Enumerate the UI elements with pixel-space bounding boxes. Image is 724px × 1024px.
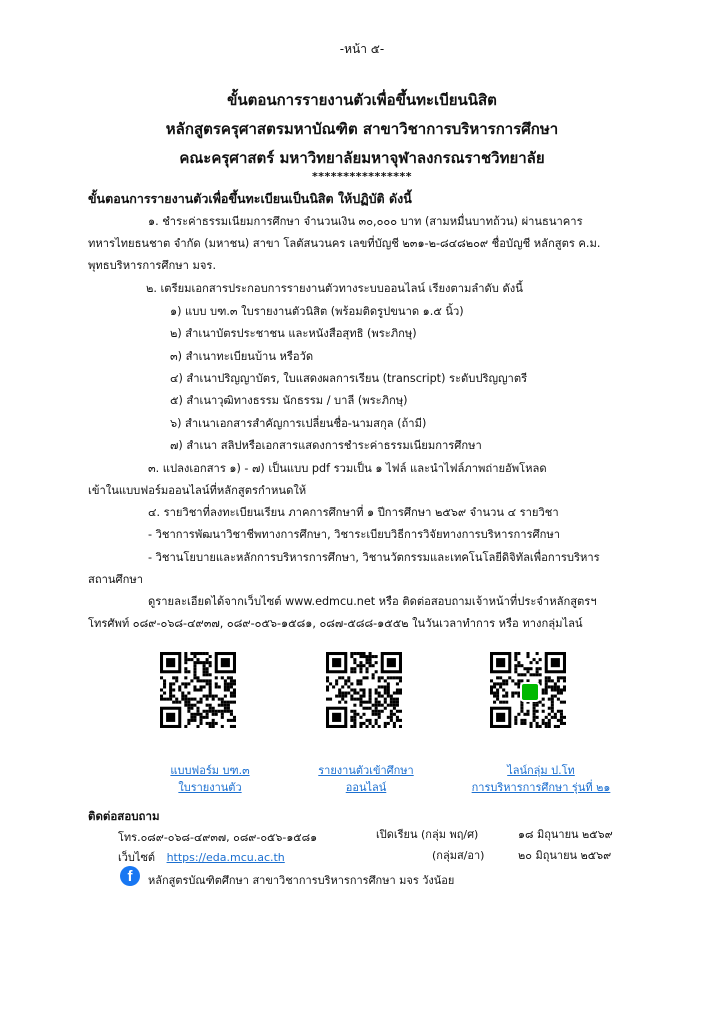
schedule-date-2: ๒๐ มิถุนายน ๒๕๖๙ — [518, 849, 612, 862]
qr-code-icon[interactable] — [326, 652, 402, 728]
qr-label-line-1: แบบฟอร์ม บฑ.๓ — [170, 764, 250, 777]
qr-label-line-2: การบริหารการศึกษา รุ่นที่ ๒๑ — [471, 781, 611, 794]
contact-phone: โทร.๐๘๙-๐๖๘-๔๙๓๗, ๐๘๙-๐๕๖-๑๕๘๑ — [118, 831, 318, 844]
title-line-2: หลักสูตรครุศาสตรมหาบัณฑิต สาขาวิชาการบริหารการศึกษา — [165, 120, 559, 138]
title-line-1: ขั้นตอนการรายงานตัวเพื่อขึ้นทะเบียนนิสิต — [227, 91, 497, 109]
intro-heading: ขั้นตอนการรายงานตัวเพื่อขึ้นทะเบียนเป็นนิสิต ให้ปฏิบัติ ดังนี้ — [88, 191, 412, 206]
page-number: -หน้า ๕- — [339, 42, 385, 56]
step1-line-3: พุทธบริหารการศึกษา มจร. — [88, 259, 217, 272]
qr-label-line-2: ใบรายงานตัว — [178, 781, 242, 794]
qr-label-line-2: ออนไลน์ — [345, 781, 387, 794]
qr-code-line-icon[interactable] — [490, 652, 566, 728]
qr-link-report-form[interactable] — [140, 762, 280, 796]
schedule-label-2: (กลุ่มส/อา) — [432, 849, 485, 862]
step2-item-6: ๖) สำเนาเอกสารสำคัญการเปลี่ยนชื่อ-นามสกุล (ถ้ามี) — [170, 417, 427, 430]
step2-item-5: ๕) สำเนาวุฒิทางธรรม นักธรรม / บาลี (พระภิกษุ) — [170, 394, 408, 407]
contact-heading: ติดต่อสอบถาม — [88, 809, 160, 823]
schedule-label-1: เปิดเรียน (กลุ่ม พฤ/ศ) — [376, 828, 479, 841]
step4-line-4: สถานศึกษา — [88, 573, 144, 586]
step4-line-3: - วิชานโยบายและหลักการบริหารการศึกษา, วิชานวัตกรรมและเทคโนโลยีดิจิทัลเพื่อการบริหาร — [148, 551, 600, 564]
step1-line-2: ทหารไทยธนชาต จำกัด (มหาชน) สาขา โลตัสนวนคร เลขที่บัญชี ๒๓๑-๒-๘๔๘๒๐๙ ชื่อบัญชี หลักสูตร ค.ม. — [88, 237, 601, 250]
qr-link-online-registration[interactable] — [296, 762, 436, 796]
schedule-date-1: ๑๘ มิถุนายน ๒๕๖๙ — [518, 828, 613, 841]
website-link[interactable]: https://eda.mcu.ac.th — [166, 851, 285, 864]
contact-website — [118, 848, 285, 866]
step3-line-2: เข้าในแบบฟอร์มออนไลน์ที่หลักสูตรกำหนดให้ — [88, 484, 307, 497]
qr-code-icon[interactable] — [160, 652, 236, 728]
step2-item-3: ๓) สำเนาทะเบียนบ้าน หรือวัด — [170, 350, 314, 363]
facebook-page-name: หลักสูตรบัณฑิตศึกษา สาขาวิชาการบริหารการศึกษา มจร วังน้อย — [148, 874, 455, 887]
qr-link-line-group[interactable] — [456, 762, 626, 796]
title-line-3: คณะครุศาสตร์ มหาวิทยาลัยมหาจุฬาลงกรณราชวิทยาลัย — [179, 149, 545, 167]
details-line-2: โทรศัพท์ ๐๘๙-๐๖๘-๔๙๓๗, ๐๘๙-๐๕๖-๑๕๘๑, ๐๘๗-๕๘๘-๑๕๕๒ ในวันเวลาทำการ หรือ ทางกลุ่มไลน์ — [88, 617, 583, 630]
step2-item-4: ๔) สำเนาปริญญาบัตร, ใบแสดงผลการเรียน (transcript) ระดับปริญญาตรี — [170, 372, 528, 385]
step1-line-1: ๑. ชำระค่าธรรมเนียมการศึกษา จำนวนเงิน ๓๐,๐๐๐ บาท (สามหมื่นบาทถ้วน) ผ่านธนาคาร — [148, 215, 583, 228]
details-line-1: ดูรายละเอียดได้จากเว็บไซต์ www.edmcu.net หรือ ติดต่อสอบถามเจ้าหน้าที่ประจำหลักสูตรฯ — [148, 595, 597, 608]
step2-item-2: ๒) สำเนาบัตรประชาชน และหนังสือสุทธิ (พระภิกษุ) — [170, 327, 417, 340]
step4-line-2: - วิชาการพัฒนาวิชาชีพทางการศึกษา, วิชาระเบียบวิธีการวิจัยทางการบริหารการศึกษา — [148, 528, 561, 541]
qr-label-line-1: รายงานตัวเข้าศึกษา — [318, 764, 414, 777]
step3-line-1: ๓. แปลงเอกสาร ๑) - ๗) เป็นแบบ pdf รวมเป็น ๑ ไฟล์ และนำไฟล์ภาพถ่ายอัพโหลด — [148, 462, 547, 475]
step2-item-1: ๑) แบบ บฑ.๓ ใบรายงานตัวนิสิต (พร้อมติดรูปขนาด ๑.๕ นิ้ว) — [170, 305, 464, 318]
website-label: เว็บไซต์ — [118, 851, 156, 864]
step4-line-1: ๔. รายวิชาที่ลงทะเบียนเรียน ภาคการศึกษาที่ ๑ ปีการศึกษา ๒๕๖๙ จำนวน ๔ รายวิชา — [148, 506, 559, 519]
line-logo-icon — [520, 682, 540, 702]
title-stars: **************** — [311, 170, 413, 183]
facebook-icon[interactable]: f — [120, 866, 140, 886]
qr-label-line-1: ไลน์กลุ่ม ป.โท — [507, 764, 575, 777]
step2-item-7: ๗) สำเนา สลิปหรือเอกสารแสดงการชำระค่าธรรมเนียมการศึกษา — [170, 439, 482, 452]
step2-heading: ๒. เตรียมเอกสารประกอบการรายงานตัวทางระบบออนไลน์ เรียงตามลำดับ ดังนี้ — [146, 282, 523, 295]
